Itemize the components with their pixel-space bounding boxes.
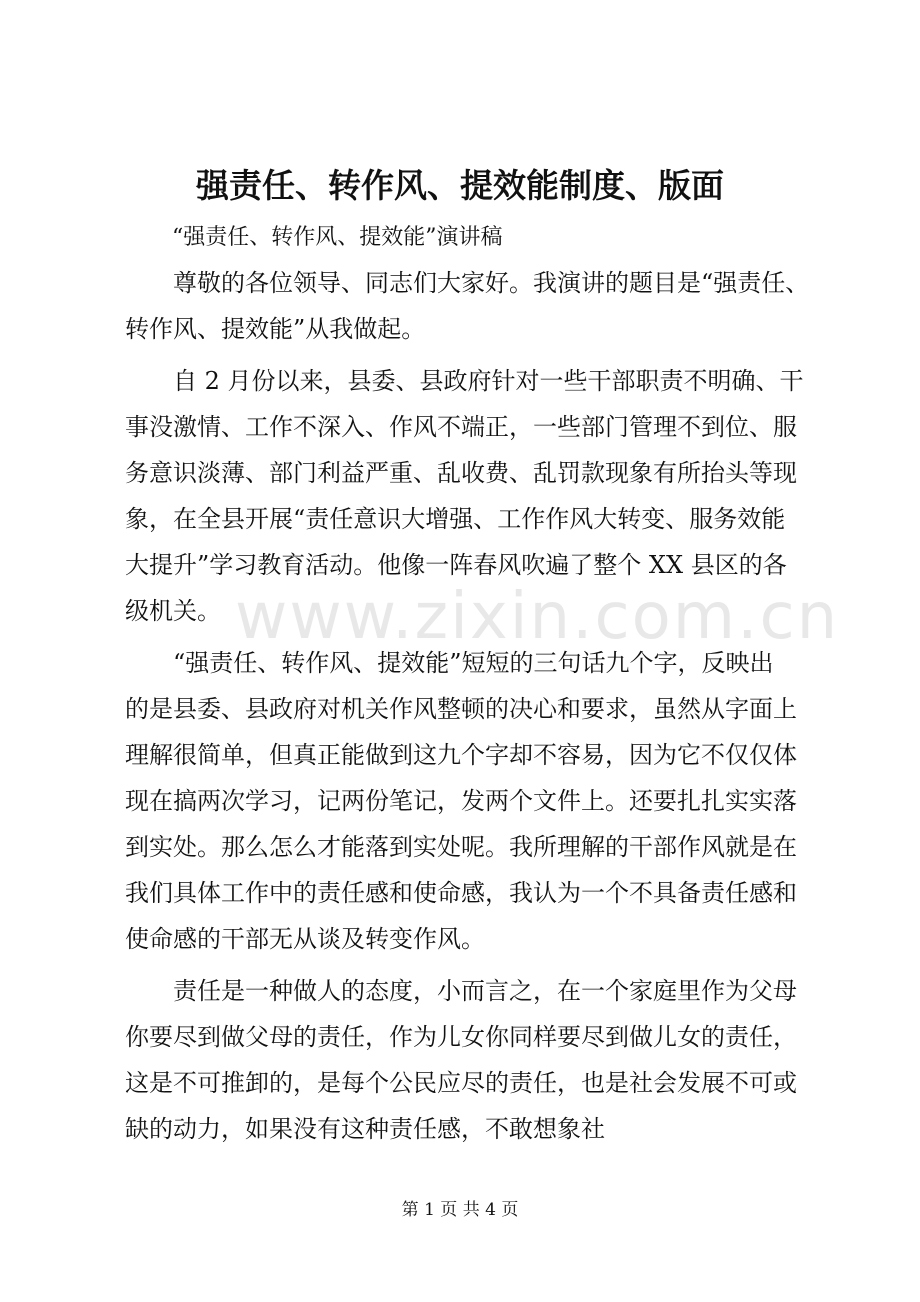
body-line: 大提升”学习教育活动。他像一阵春风吹遍了整个 XX 县区的各 — [125, 551, 787, 579]
body-line: 象，在全县开展“责任意识大增强、工作作风大转变、服务效能 — [125, 505, 786, 533]
watermark: www.zixin.com.cn — [235, 580, 840, 654]
page-number-footer: 第 1 页 共 4 页 — [401, 1200, 519, 1220]
document-body — [125, 260, 815, 1152]
body-line: “强责任、转作风、提效能”短短的三句话九个字，反映出 — [173, 649, 774, 677]
body-line: 事没激情、工作不深入、作风不端正，一些部门管理不到位、服 — [125, 413, 797, 441]
body-line: 的是县委、县政府对机关作风整顿的决心和要求，虽然从字面上 — [125, 695, 797, 723]
body-line: 使命感的干部无从谈及转变作风。 — [125, 925, 485, 953]
body-line: 级机关。 — [125, 597, 221, 625]
body-line: 到实处。那么怎么才能落到实处呢。我所理解的干部作风就是在 — [125, 833, 797, 861]
body-line: 责任是一种做人的态度，小而言之，在一个家庭里作为父母 — [173, 977, 797, 1005]
body-line: 这是不可推卸的，是每个公民应尽的责任，也是社会发展不可或 — [125, 1069, 797, 1097]
document-subtitle: “强责任、转作风、提效能”演讲稿 — [172, 225, 503, 250]
body-line: 自 2 月份以来，县委、县政府针对一些干部职责不明确、干 — [173, 367, 804, 395]
body-line: 你要尽到做父母的责任，作为儿女你同样要尽到做儿女的责任， — [125, 1023, 797, 1051]
body-line: 尊敬的各位领导、同志们大家好。我演讲的题目是“强责任、 — [173, 269, 810, 297]
body-line: 理解很简单，但真正能做到这九个字却不容易，因为它不仅仅体 — [125, 741, 797, 769]
body-line: 务意识淡薄、部门利益严重、乱收费、乱罚款现象有所抬头等现 — [125, 459, 797, 487]
body-line: 缺的动力，如果没有这种责任感，不敢想象社 — [125, 1115, 605, 1143]
body-line: 我们具体工作中的责任感和使命感，我认为一个不具备责任感和 — [125, 879, 797, 907]
document-title: 强责任、转作风、提效能制度、版面 — [196, 166, 724, 205]
body-line: 转作风、提效能”从我做起。 — [125, 315, 426, 343]
body-line: 现在搞两次学习，记两份笔记，发两个文件上。还要扎扎实实落 — [125, 787, 797, 815]
